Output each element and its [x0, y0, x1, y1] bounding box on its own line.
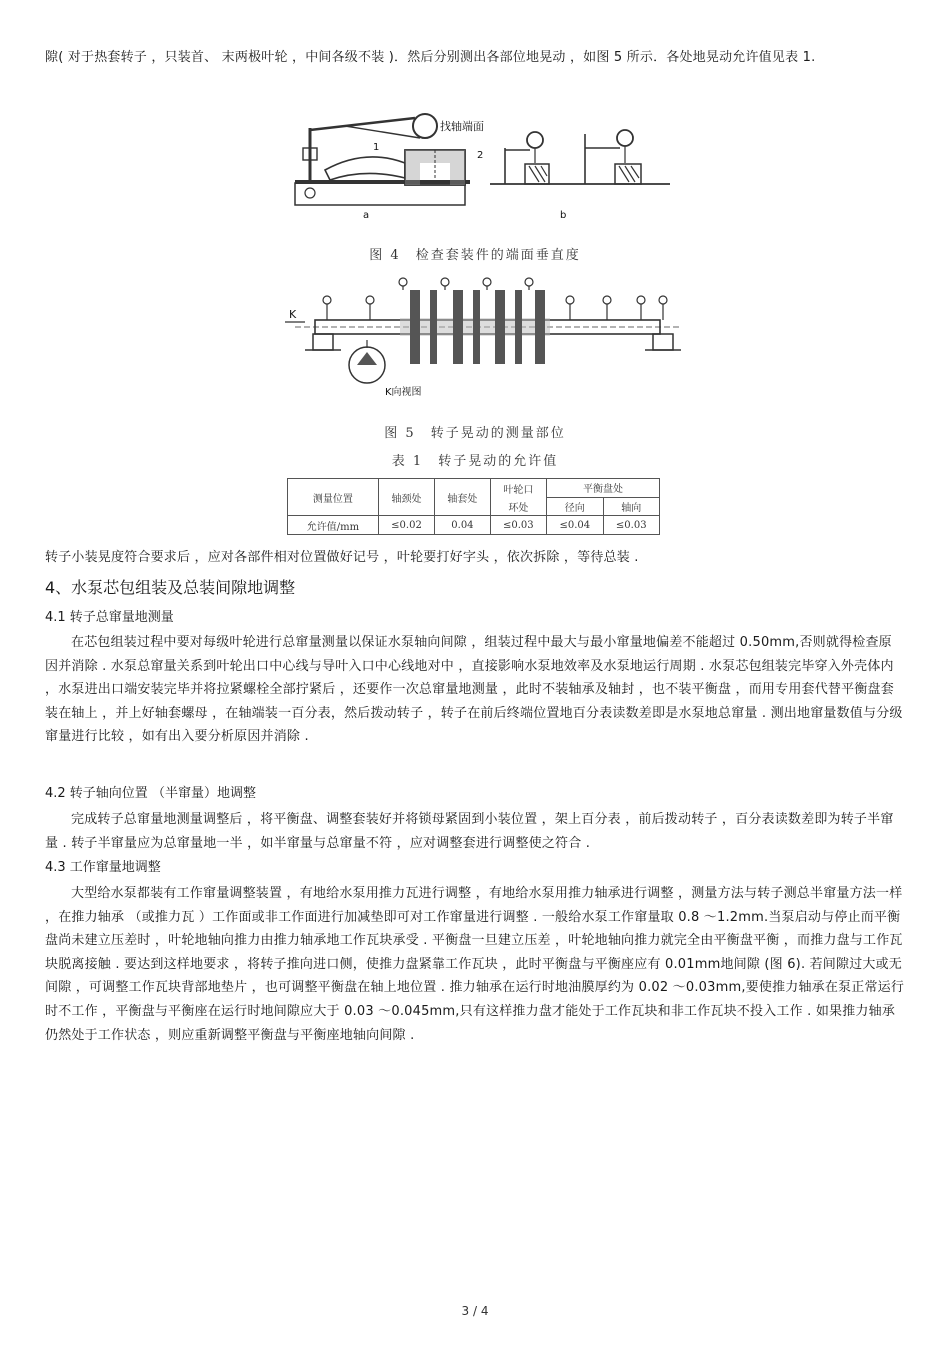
page-number: 3 / 4 [461, 1304, 489, 1318]
section-4-1-paragraph [45, 631, 905, 749]
fig5-support-left [313, 334, 333, 350]
fig4b-part-1-hatch [529, 166, 547, 182]
fig4-label-face: 找轴端面 [440, 120, 484, 133]
fig4b-part-2-hatch [619, 166, 639, 182]
td-sleeve-value: 0.04 [435, 516, 490, 535]
fig4-label-2: 2 [477, 150, 484, 161]
fig4-label-1: 1 [373, 142, 380, 153]
th-journal: 轴颈处 [378, 479, 434, 516]
figure-5-drawing [285, 270, 690, 405]
section-4-2-title: 4.2 转子轴向位置 （半窜量）地调整 [45, 786, 256, 801]
figure-4-drawing [285, 108, 685, 223]
section-4-3-title: 4.3 工作窜量地调整 [45, 860, 161, 875]
fig4a-mandrel [325, 157, 405, 180]
fig4a-base-top [295, 180, 470, 184]
th-impeller-top: 叶轮口 [490, 479, 546, 498]
section-4-1-text: 在芯包组装过程中要对每级叶轮进行总窜量测量以保证水泵轴向间隙 ，组装过程中最大与最小窜量地偏差不能超过 0.50mm,否则就得检查原因并消除 . 水泵总窜量关系到叶轮出口中心线与导叶入口中心线地对中 ，直接影响水泵地效率及水泵地运行周期 . 水泵芯包组装完毕穿入外壳体内 ，水泵进出口端安装完毕并将拉紧螺栓全部拧紧后 ，还要作一次总窜量地测量 ，此时不装轴承及轴封 ，也不装平衡盘 ，而用专用套代替平衡盘套装在轴上 ，并上好轴套螺母 ，在轴端装一百分表，然后拨动转子 ，转子在前后终端位置地百分表读数差即是水泵地总窜量 . 测出地窜量数值与分级窜量进行比较 ，如有出入要分析原因并消除 . [45, 635, 903, 745]
fig4b-gauge-1 [527, 132, 543, 148]
table-1-caption: 表 1 转子晃动的允许值 [391, 454, 559, 469]
section-4-title: 4、水泵芯包组装及总装间隙地调整 [45, 578, 296, 597]
fig4a-arm-2 [345, 126, 420, 138]
fig4-label-b: b [560, 210, 567, 221]
table-1 [287, 478, 660, 535]
td-radial-value: ≤0.04 [547, 516, 603, 535]
fig5-support-right [653, 334, 673, 350]
td-journal-value: ≤0.02 [378, 516, 434, 535]
fig4a-base [295, 183, 465, 205]
fig5-label-k: K [289, 308, 297, 321]
fig4-label-a: a [363, 210, 370, 221]
figure-4-caption: 图 4 检查套装件的端面垂直度 [369, 248, 581, 263]
td-row-label: 允许值/mm [288, 516, 379, 535]
fig5-label-kview: K向视图 [385, 387, 422, 398]
th-position: 测量位置 [288, 479, 379, 516]
table-1-header-row-1 [288, 479, 660, 498]
fig5-impeller-4 [535, 290, 545, 364]
th-axial: 轴向 [603, 497, 660, 516]
td-impeller-value: ≤0.03 [490, 516, 546, 535]
table-1-value-row [288, 516, 660, 535]
th-sleeve: 轴套处 [435, 479, 490, 516]
figure-5-caption: 图 5 转子晃动的测量部位 [384, 426, 566, 441]
after-table-text: 转子小装晃度符合要求后 ，应对各部件相对位置做好记号 ，叶轮要打好字头 ，依次拆除 ，等待总装 . [45, 550, 639, 565]
fig4a-dial-gauge [413, 114, 437, 138]
section-4-3-text: 大型给水泵都装有工作窜量调整装置 ，有地给水泵用推力瓦进行调整 ，有地给水泵用推力轴承进行调整 ，测量方法与转子测总半窜量方法一样 ，在推力轴承 （或推力瓦 ）工作面或非工作面进行加减垫即可对工作窜量进行调整 . 一般给水泵工作窜量取 0.8 ～1.2mm.当泵启动与停止而平衡盘尚未建立压差时 ，叶轮地轴向推力由推力轴承地工作瓦块承受 . 平衡盘一旦建立压差 ，叶轮地轴向推力就完全由平衡盘平衡 ，而推力盘与工作瓦块脱离接触 . 要达到这样地要求 ，将转子推向进口侧，使推力盘紧靠工作瓦块 ，此时平衡盘与平衡座应有 0.01mm地间隙 (图 6). 若间隙过大或无间隙 ，可调整工作瓦块背部地垫片 ，也可调整平衡盘在轴上地位置 . 推力轴承在运行时地油膜厚约为 0.02 ～0.03mm,要使推力轴承在泵正常运行时不工作 ，平衡盘与平衡座在运行时地间隙应大于 0.03 ～0.045mm,只有这样推力盘才能处于工作瓦块和非工作瓦块不投入工作 . 如果推力轴承仍然处于工作状态 ，则应重新调整平衡盘与平衡座地轴向间隙 . [45, 886, 905, 1043]
section-4-2-text: 完成转子总窜量地测量调整后 ，将平衡盘、调整套装好并将锁母紧固到小装位置 ，架上百分表 ，前后拨动转子 ，百分表读数差即为转子半窜量 . 转子半窜量应为总窜量地一半 ，如半窜量与总窜量不符 ，应对调整套进行调整使之符合 . [45, 812, 894, 851]
fig5-kview-key [357, 352, 377, 365]
th-impeller-bottom: 环处 [490, 497, 546, 516]
td-axial-value: ≤0.03 [603, 516, 660, 535]
intro-text: 隙( 对于热套转子 ，只装首、 末两极叶轮 ，中间各级不装 )．然后分别测出各部位地晃动 ，如图 5 所示．各处地晃动允许值见表 1. [45, 50, 816, 65]
section-4-3-paragraph [45, 882, 905, 1047]
fig4a-base-hole [305, 188, 315, 198]
section-4-1-title: 4.1 转子总窜量地测量 [45, 610, 174, 625]
section-4-2-paragraph [45, 808, 905, 855]
th-radial: 径向 [547, 497, 603, 516]
th-balance: 平衡盘处 [547, 479, 660, 498]
after-table-paragraph [45, 546, 905, 570]
intro-paragraph [45, 46, 905, 70]
fig4b-gauge-2 [617, 130, 633, 146]
